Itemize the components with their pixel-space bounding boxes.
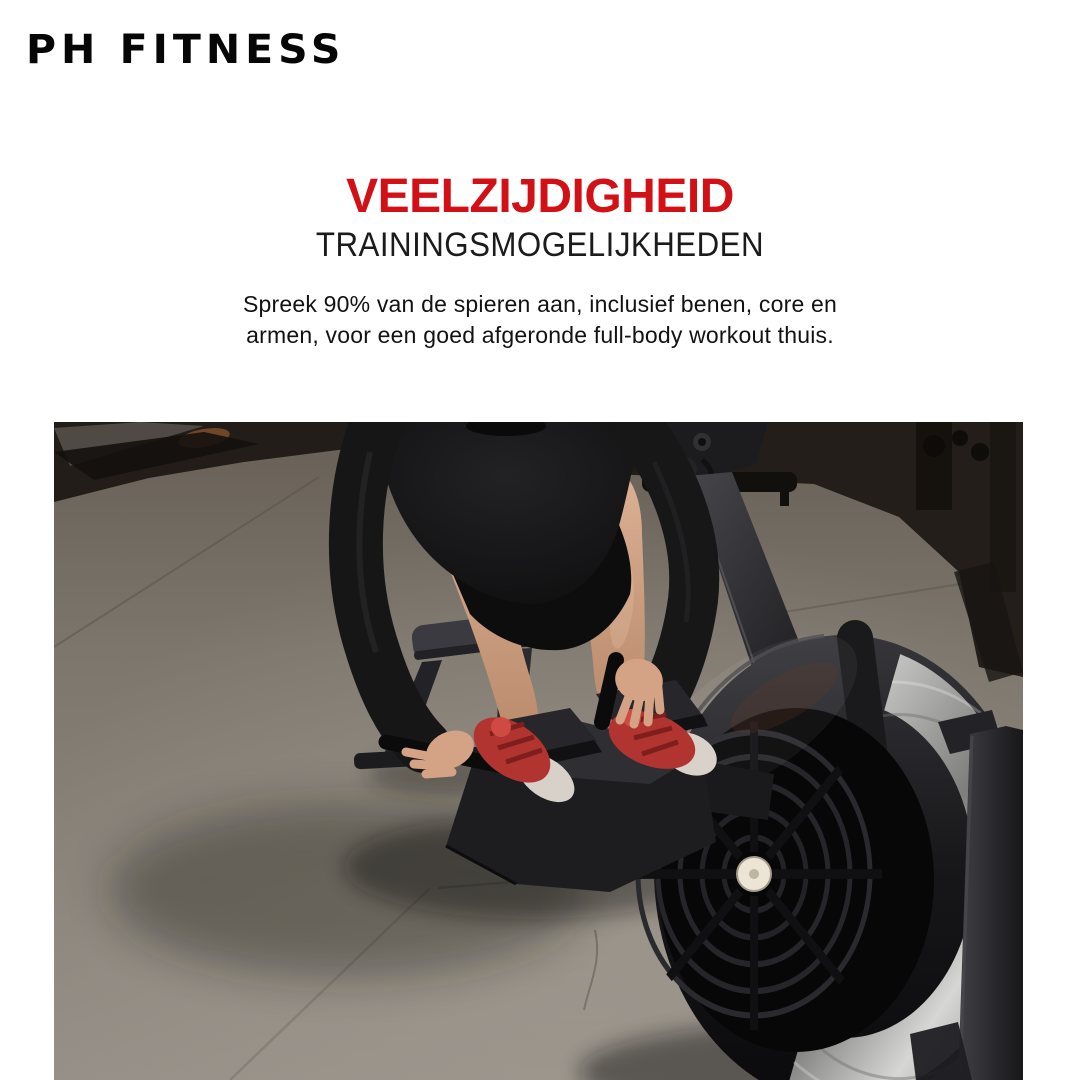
body-line-2: armen, voor een goed afgeronde full-body workout thuis. bbox=[246, 322, 834, 348]
brand-logo: PH FITNESS bbox=[26, 26, 346, 74]
hero-image bbox=[54, 422, 1023, 1080]
rowing-machine-illustration bbox=[54, 422, 1023, 1080]
section-title: VEELZIJDIGHEID bbox=[346, 170, 734, 223]
section-subtitle: TRAININGSMOGELIJKHEDEN bbox=[315, 226, 765, 264]
body-copy bbox=[0, 289, 1080, 351]
body-line-1: Spreek 90% van de spieren aan, inclusief benen, core en bbox=[242, 291, 838, 317]
